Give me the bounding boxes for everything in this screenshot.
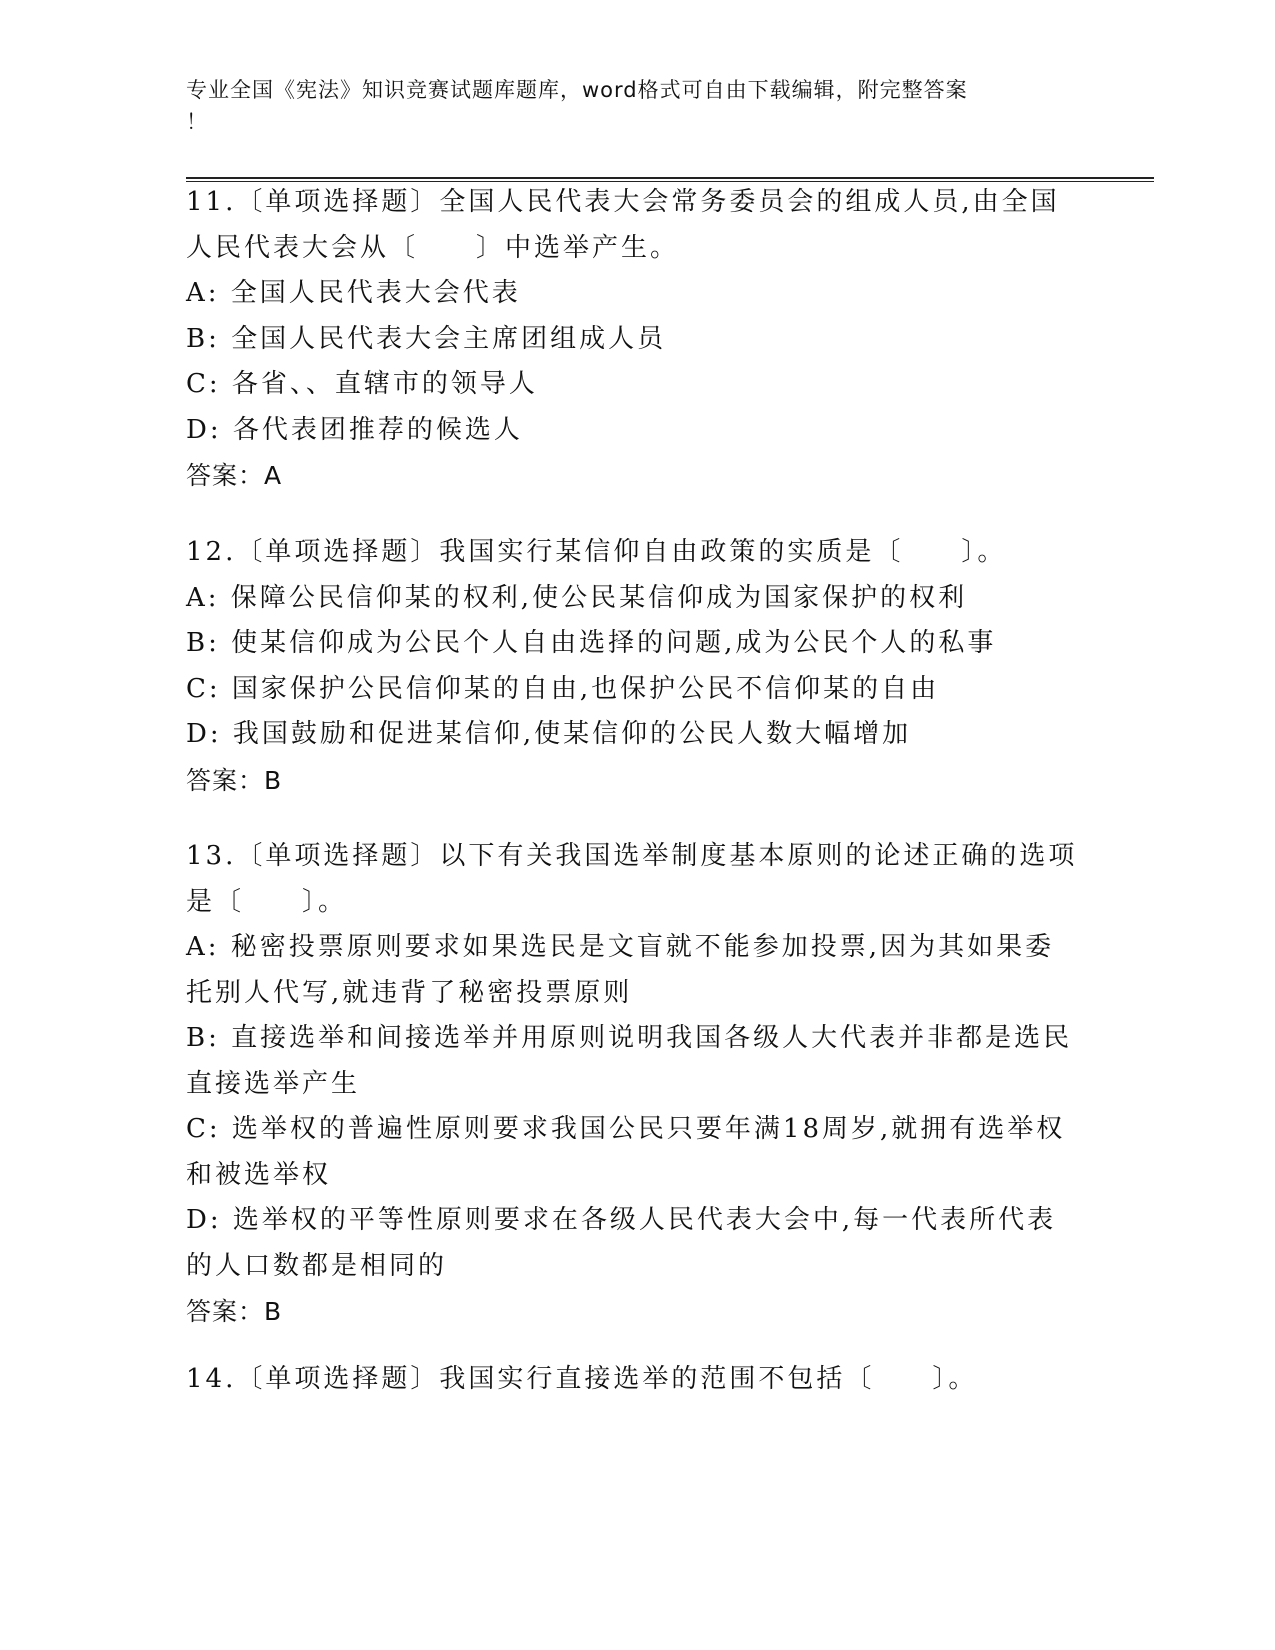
question-13-option-c-line-2: 和被选举权 — [186, 1159, 332, 1190]
question-11 — [186, 180, 1086, 499]
question-12-option-b: B: 使某信仰成为公民个人自由选择的问题,成为公民个人的私事 — [186, 628, 997, 658]
question-13-option-b-line-1: B: 直接选举和间接选举并用原则说明我国各级人大代表并非都是选民 — [186, 1023, 1073, 1053]
question-14-stem-line-1: 14.〔单项选择题〕我国实行直接选举的范围不包括〔 〕。 — [186, 1364, 978, 1394]
question-12-option-d: D: 我国鼓励和促进某信仰,使某信仰的公民人数大幅增加 — [186, 719, 912, 749]
question-13 — [186, 834, 1086, 1335]
question-12-option-a: A: 保障公民信仰某的权利,使公民某信仰成为国家保护的权利 — [186, 582, 968, 613]
document-header — [186, 74, 1066, 138]
header-line-2: ！ — [186, 110, 208, 134]
question-11-stem-line-2: 人民代表大会从〔 〕中选举产生。 — [186, 232, 680, 263]
question-11-stem-line-1: 11.〔单项选择题〕全国人民代表大会常务委员会的组成人员,由全国 — [186, 187, 1060, 217]
question-13-option-c-line-1: C: 选举权的普遍性原则要求我国公民只要年满18周岁,就拥有选举权 — [186, 1114, 1066, 1144]
question-11-option-a: A: 全国人民代表大会代表 — [186, 278, 521, 308]
question-11-option-d: D: 各代表团推荐的候选人 — [186, 414, 523, 445]
header-line-1: 专业全国《宪法》知识竞赛试题库题库，word格式可自由下载编辑，附完整答案 — [186, 78, 968, 102]
question-12-answer: 答案：B — [186, 765, 283, 795]
question-13-option-d-line-2: 的人口数都是相同的 — [186, 1250, 448, 1281]
question-13-option-d-line-1: D: 选举权的平等性原则要求在各级人民代表大会中,每一代表所代表 — [186, 1205, 1057, 1235]
question-13-option-b-line-2: 直接选举产生 — [186, 1068, 361, 1099]
question-13-stem-line-1: 13.〔单项选择题〕以下有关我国选举制度基本原则的论述正确的选项 — [186, 841, 1078, 871]
question-12-stem-line-1: 12.〔单项选择题〕我国实行某信仰自由政策的实质是〔 〕。 — [186, 537, 1007, 567]
question-13-stem-line-2: 是〔 〕。 — [186, 886, 348, 917]
question-13-option-a-line-1: A: 秘密投票原则要求如果选民是文盲就不能参加投票,因为其如果委 — [186, 932, 1055, 962]
question-13-answer: 答案：B — [186, 1297, 283, 1326]
question-14 — [186, 1357, 1086, 1403]
question-11-option-c: C: 各省、、直辖市的领导人 — [186, 369, 538, 399]
question-12 — [186, 530, 1086, 803]
question-11-answer: 答案：A — [186, 461, 283, 490]
question-11-option-b: B: 全国人民代表大会主席团组成人员 — [186, 323, 667, 354]
question-13-option-a-line-2: 托别人代写,就违背了秘密投票原则 — [186, 977, 633, 1008]
question-12-option-c: C: 国家保护公民信仰某的自由,也保护公民不信仰某的自由 — [186, 673, 940, 704]
